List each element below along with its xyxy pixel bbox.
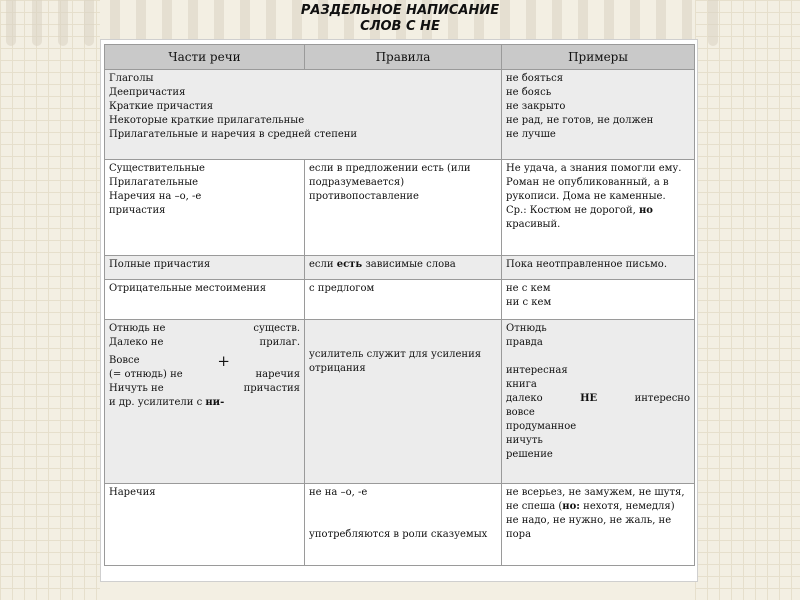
header-parts-of-speech: Части речи bbox=[105, 45, 305, 70]
grid-margin-right bbox=[695, 0, 800, 600]
row4-part: Отрицательные местоимения bbox=[105, 280, 305, 320]
grid-margin-left bbox=[0, 0, 100, 600]
header-examples: Примеры bbox=[502, 45, 695, 70]
header-rules: Правила bbox=[305, 45, 502, 70]
table-row bbox=[105, 320, 695, 484]
row2-parts: Существительные Прилагательные Наречия на –о, -е причастия bbox=[105, 160, 305, 256]
table-header-row bbox=[105, 45, 695, 70]
table-row bbox=[105, 256, 695, 280]
page-title: РАЗДЕЛЬНОЕ НАПИСАНИЕ СЛОВ С НЕ bbox=[300, 3, 500, 34]
table-row bbox=[105, 160, 695, 256]
row4-rule: с предлогом bbox=[305, 280, 502, 320]
table-row bbox=[105, 280, 695, 320]
row5-examples: Отнюдь правда интересная книга далеко НЕ интересно вовсе продуманное ничуть решение bbox=[502, 320, 695, 484]
row1-examples: не бояться не боясь не закрыто не рад, не готов, не должен не лучше bbox=[502, 70, 695, 160]
rules-table bbox=[104, 44, 695, 566]
row1-parts: Глаголы Деепричастия Краткие причастия Некоторые краткие прилагательные Прилагательные и наречия в средней степени bbox=[105, 70, 502, 160]
row3-part: Полные причастия bbox=[105, 256, 305, 280]
table-row bbox=[105, 70, 695, 160]
row4-examples: не с кем ни с кем bbox=[502, 280, 695, 320]
row2-examples: Не удача, а знания помогли ему. Роман не опубликованный, а в рукописи. Дома не каменные. Ср.: Костюм не дорогой, но красивый. bbox=[502, 160, 695, 256]
row6-part: Наречия bbox=[105, 484, 305, 566]
row5-parts: Отнюдь не существ. Далеко не прилаг. Вовсе + (= отнюдь) не наречия Ничуть не причастия и др. усилители с ни- bbox=[105, 320, 305, 484]
plus-sign: + bbox=[217, 352, 230, 370]
row3-example: Пока неотправленное письмо. bbox=[502, 256, 695, 280]
row5-rule: усилитель служит для усиления отрицания bbox=[305, 320, 502, 484]
row6-examples: не всерьез, не замужем, не шутя, не спеша (но: нехотя, немедля) не надо, не нужно, не жаль, не пора bbox=[502, 484, 695, 566]
row2-rule: если в предложении есть (или подразумевается) противопоставление bbox=[305, 160, 502, 256]
table-row bbox=[105, 484, 695, 566]
row6-rule: не на –о, -е употребляются в роли сказуемых bbox=[305, 484, 502, 566]
row3-rule: если есть зависимые слова bbox=[305, 256, 502, 280]
